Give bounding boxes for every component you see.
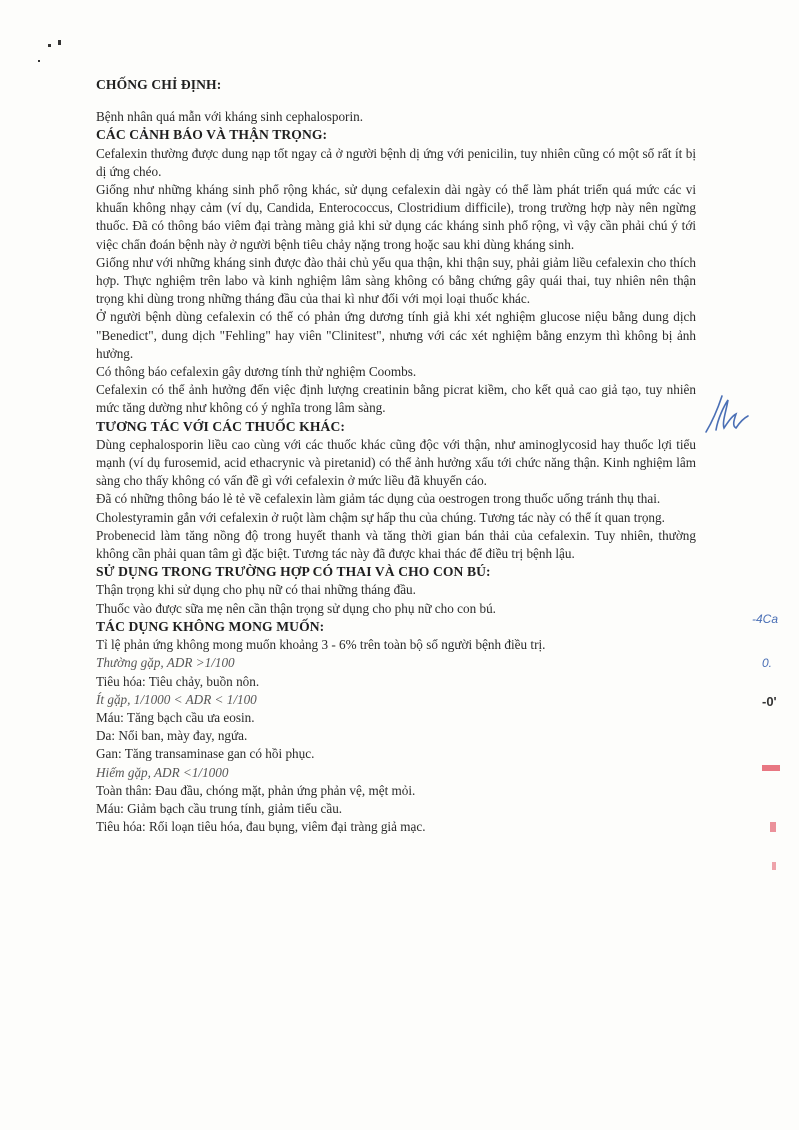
paragraph: Cefalexin thường được dung nạp tốt ngay cả ở người bệnh dị ứng với penicilin, tuy nhiên cũng có một số rất ít bị dị ứng chéo. bbox=[96, 145, 696, 179]
scan-dot bbox=[58, 40, 61, 45]
list-item: Máu: Tăng bạch cầu ưa eosin. bbox=[96, 709, 255, 725]
scan-dot bbox=[38, 60, 40, 62]
list-item: Da: Nổi ban, mày đay, ngứa. bbox=[96, 728, 248, 744]
paragraph: Đã có những thông báo lẻ tẻ về cefalexin làm giảm tác dụng của oestrogen trong thuốc uống tránh thụ thai. bbox=[96, 491, 661, 507]
list-item: Gan: Tăng transaminase gan có hồi phục. bbox=[96, 746, 315, 762]
frequency-label: Ít gặp, 1/1000 < ADR < 1/100 bbox=[96, 691, 257, 707]
stamp-mark bbox=[762, 765, 780, 771]
scan-fragment: -0' bbox=[762, 694, 777, 709]
heading-pregnancy: SỬ DỤNG TRONG TRƯỜNG HỢP CÓ THAI VÀ CHO CON BÚ: bbox=[96, 564, 491, 580]
paragraph: Có thông báo cefalexin gây dương tính thử nghiệm Coombs. bbox=[96, 364, 417, 380]
heading-adverse-effects: TÁC DỤNG KHÔNG MONG MUỐN: bbox=[96, 618, 325, 634]
paragraph: Bệnh nhân quá mẫn với kháng sinh cephalosporin. bbox=[96, 109, 364, 125]
list-item: Toàn thân: Đau đầu, chóng mặt, phản ứng phản vệ, mệt mỏi. bbox=[96, 782, 416, 798]
paragraph: Giống như với những kháng sinh được đào thải chủ yếu qua thận, khi thận suy, phải giảm liều cefalexin cho thích hợp. Thực nghiệm trên labo và kinh nghiệm lâm sàng không có bằng chứng gây quái thai, tuy nhiên nên thận trọng khi dùng trong những tháng đầu của thai kì như đối với mọi loại thuốc khác. bbox=[96, 254, 696, 307]
document-body bbox=[96, 76, 696, 836]
stamp-mark bbox=[770, 822, 776, 832]
scan-fragment: 0. bbox=[762, 656, 773, 670]
paragraph: Ở người bệnh dùng cefalexin có thể có phản ứng dương tính giả khi xét nghiệm glucose niệu bằng dung dịch "Benedict", dung dịch "Fehling" hay viên "Clinitest", nhưng với các xét nghiệm bằng enzym thì không bị ảnh hưởng. bbox=[96, 309, 696, 361]
list-item: Máu: Giảm bạch cầu trung tính, giảm tiểu cầu. bbox=[96, 800, 343, 816]
scan-dot bbox=[48, 44, 51, 47]
paragraph: Dùng cephalosporin liều cao cùng với các thuốc khác cũng độc với thận, như aminoglycosid hay thuốc lợi tiểu mạnh (ví dụ furosemid, acid ethacrynic và piretanid) có thể ảnh hưởng xấu tới chức năng thận. Kinh nghiệm lâm sàng cho thấy không có vấn đề gì với cefalexin ở mức liều đã khuyến cáo. bbox=[96, 436, 696, 489]
list-item: Tiêu hóa: Rối loạn tiêu hóa, đau bụng, viêm đại tràng giả mạc. bbox=[96, 819, 426, 835]
paragraph: Cholestyramin gắn với cefalexin ở ruột làm chậm sự hấp thu của chúng. Tương tác này có thể ít quan trọng. bbox=[96, 509, 665, 525]
stamp-mark bbox=[772, 862, 776, 870]
list-item: Tiêu hóa: Tiêu chảy, buồn nôn. bbox=[96, 673, 260, 689]
handwritten-signature-icon bbox=[700, 392, 752, 436]
heading-contraindications: CHỐNG CHỈ ĐỊNH: bbox=[96, 77, 222, 92]
paragraph: Thận trọng khi sử dụng cho phụ nữ có thai những tháng đầu. bbox=[96, 582, 416, 598]
heading-interactions: TƯƠNG TÁC VỚI CÁC THUỐC KHÁC: bbox=[96, 418, 345, 434]
paragraph: Thuốc vào được sữa mẹ nên cần thận trọng sử dụng cho phụ nữ cho con bú. bbox=[96, 600, 496, 616]
heading-warnings: CÁC CẢNH BÁO VÀ THẬN TRỌNG: bbox=[96, 127, 328, 143]
frequency-label: Hiếm gặp, ADR <1/1000 bbox=[96, 764, 229, 780]
frequency-label: Thường gặp, ADR >1/100 bbox=[96, 655, 235, 671]
paragraph: Probenecid làm tăng nồng độ trong huyết thanh và tăng thời gian bán thải của cefalexin. Tuy nhiên, thường không cần phải quan tâm gì đặc biệt. Tương tác này đã được khai thác để điều trị bệnh lậu. bbox=[96, 527, 696, 562]
scan-fragment: -4Ca bbox=[752, 612, 779, 626]
paragraph: Cefalexin có thể ảnh hưởng đến việc định lượng creatinin bằng picrat kiềm, cho kết quả cao giả tạo, tuy nhiên mức tăng dường như không có ý nghĩa trong lâm sàng. bbox=[96, 382, 696, 416]
paragraph: Tỉ lệ phản ứng không mong muốn khoảng 3 - 6% trên toàn bộ số người bệnh điều trị. bbox=[96, 637, 546, 653]
paragraph: Giống như những kháng sinh phổ rộng khác, sử dụng cefalexin dài ngày có thể làm phát triển quá mức các vi khuẩn không nhạy cảm (ví dụ, Candida, Enterococcus, Clostridium difficile), trong trường hợp này nên ngừng thuốc. Đã có thông báo viêm đại tràng màng giả khi sử dụng các kháng sinh phổ rộng, vì vậy cần phải chú ý tới việc chẩn đoán bệnh này ở người bệnh tiêu chảy nặng trong hoặc sau khi dùng kháng sinh. bbox=[96, 182, 696, 252]
